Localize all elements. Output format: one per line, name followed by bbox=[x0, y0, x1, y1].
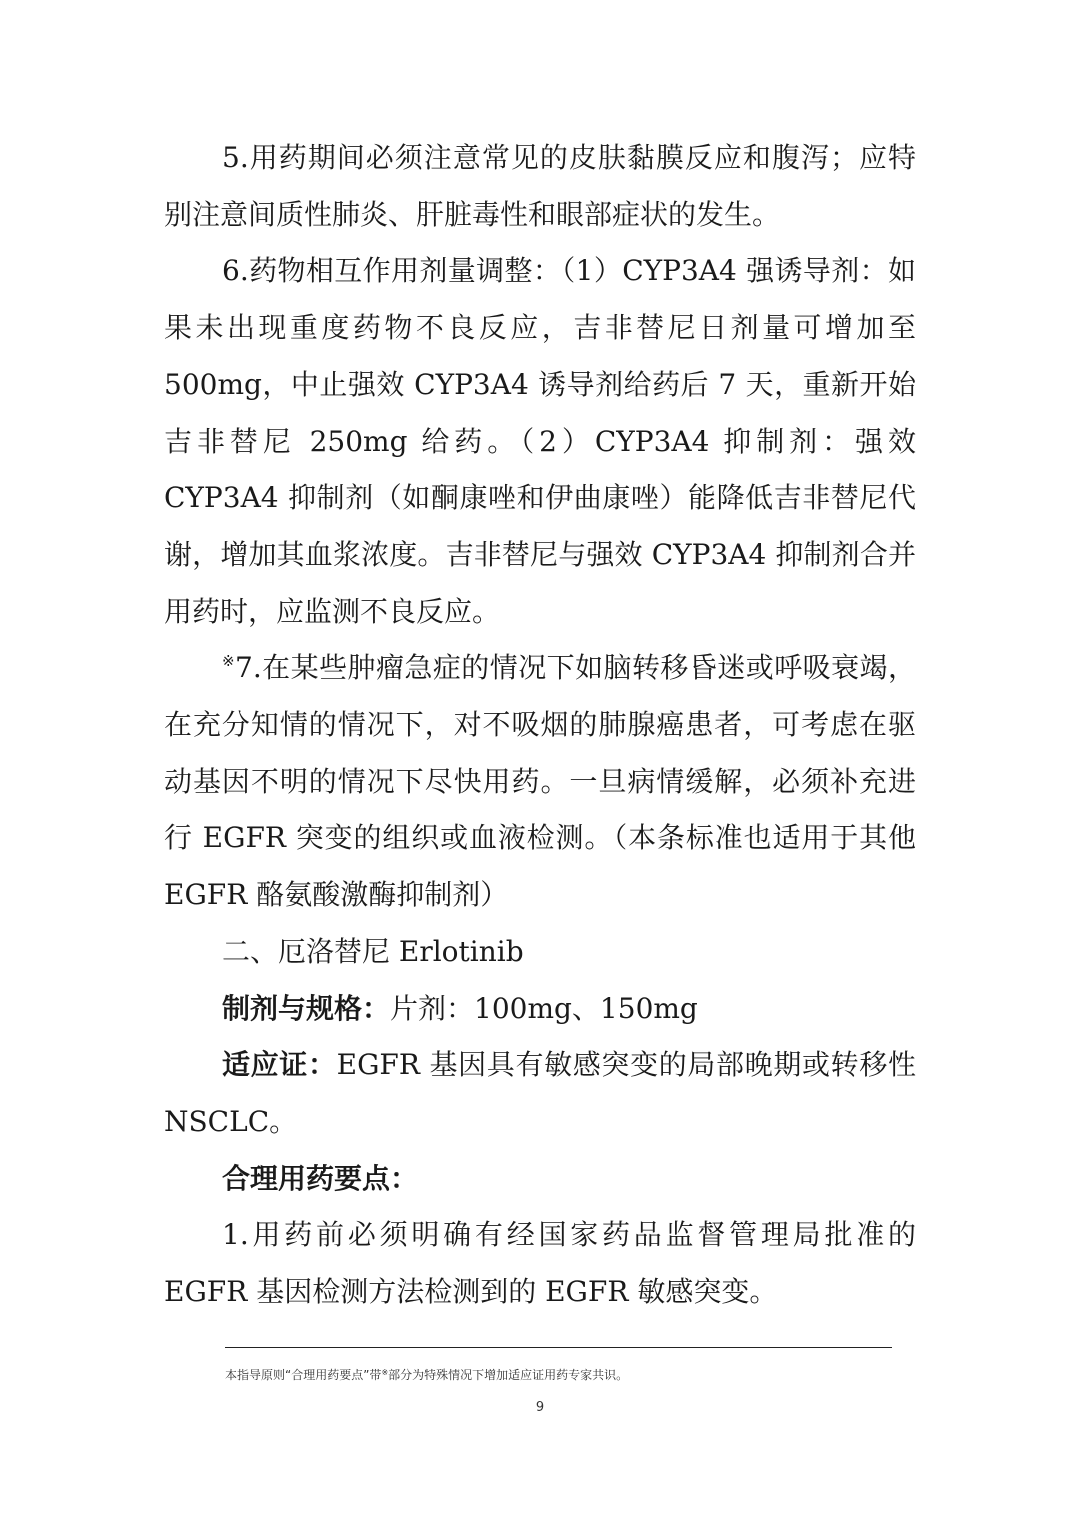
key-point-item-1: 1.用药前必须明确有经国家药品监督管理局批准的 EGFR 基因检测方法检测到的 EGFR 敏感突变。 bbox=[164, 1218, 916, 1309]
key-points-label: 合理用药要点： bbox=[222, 1161, 419, 1195]
special-case-mark: ※ bbox=[222, 652, 236, 671]
paragraph-item-5: 5.用药期间必须注意常见的皮肤黏膜反应和腹泻；应特别注意间质性肺炎、肝脏毒性和眼部症状的发生。 bbox=[164, 141, 916, 231]
indication-value: EGFR 基因具有敏感突变的局部晚期或转移性 NSCLC。 bbox=[164, 1048, 916, 1138]
footnote-divider bbox=[225, 1347, 892, 1348]
formulation-value: 片剂：100mg、150mg bbox=[390, 991, 698, 1025]
indication-label: 适应证： bbox=[222, 1048, 337, 1082]
formulation-label: 制剂与规格： bbox=[222, 991, 391, 1025]
footnote bbox=[225, 1366, 628, 1383]
footnote-mark: ※ bbox=[381, 1368, 389, 1377]
footnote-text-before: 本指导原则“合理用药要点”带 bbox=[225, 1368, 382, 1382]
footnote-text-after: 部分为特殊情况下增加适应证用药专家共识。 bbox=[388, 1368, 629, 1382]
formulation-line bbox=[164, 981, 916, 1038]
drug-heading: 二、厄洛替尼 Erlotinib bbox=[222, 934, 524, 968]
paragraph-item-7 bbox=[164, 640, 916, 924]
page-number: 9 bbox=[535, 1400, 545, 1415]
paragraph-item-7-text: 7.在某些肿瘤急症的情况下如脑转移昏迷或呼吸衰竭，在充分知情的情况下，对不吸烟的肺腺癌患者，可考虑在驱动基因不明的情况下尽快用药。一旦病情缓解，必须补充进行 EGFR 突变的组织或血液检测。（本条标准也适用于其他 EGFR 酪氨酸激酶抑制剂） bbox=[164, 651, 916, 912]
indication-line bbox=[164, 1037, 916, 1150]
key-points-heading bbox=[164, 1151, 916, 1208]
paragraph-item-6: 6.药物相互作用剂量调整：（1）CYP3A4 强诱导剂：如果未出现重度药物不良反应，吉非替尼日剂量可增加至 500mg，中止强效 CYP3A4 诱导剂给药后 7 天，重新开始吉非替尼 250mg 给药。（2）CYP3A4 抑制剂：强效 CYP3A4 抑制剂（如酮康唑和伊曲康唑）能降低吉非替尼代谢，增加其血浆浓度。吉非替尼与强效 CYP3A4 抑制剂合并用药时，应监测不良反应。 bbox=[164, 254, 916, 628]
document-body bbox=[164, 130, 916, 1321]
